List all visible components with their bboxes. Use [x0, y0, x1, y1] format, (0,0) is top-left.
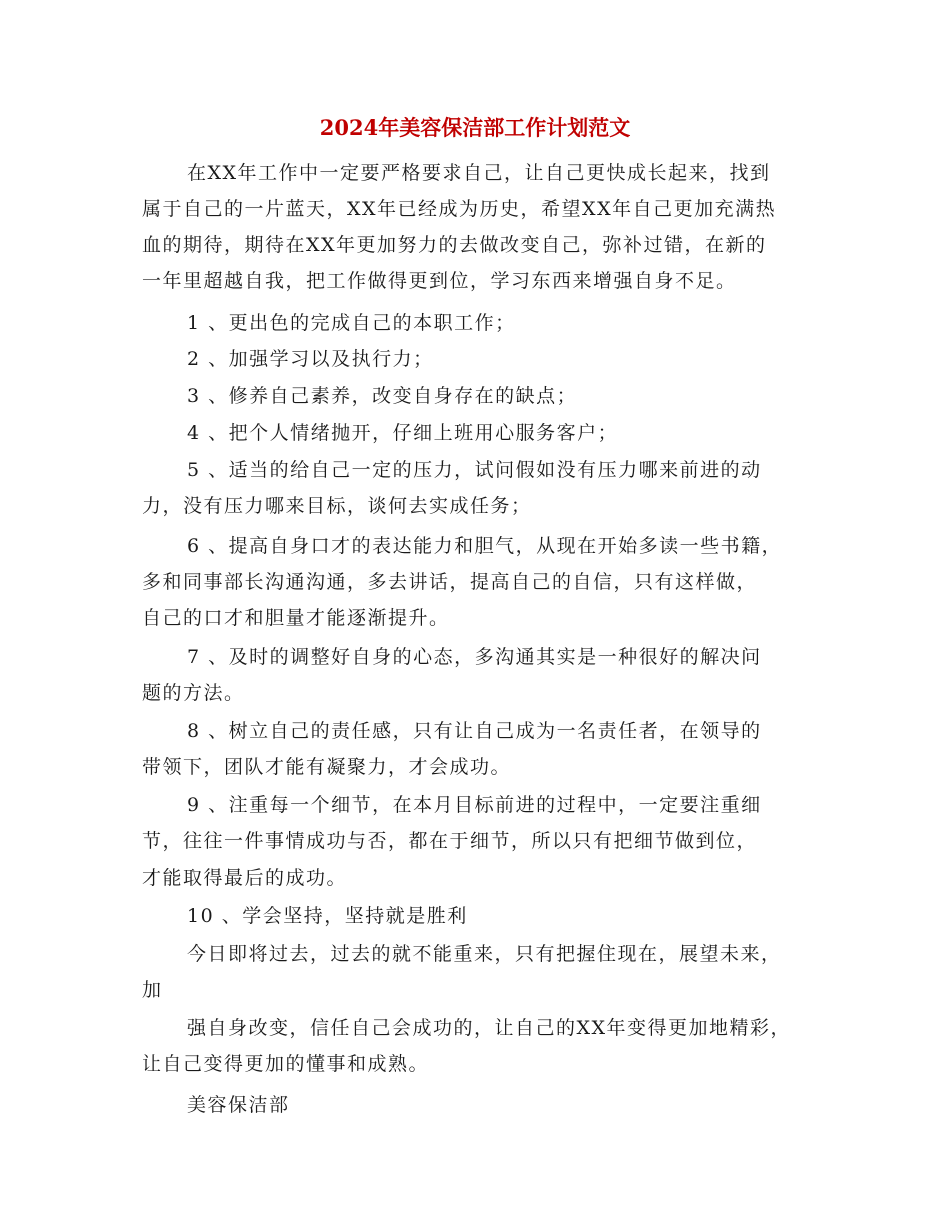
paragraph-line: 一年里超越自我，把工作做得更到位，学习东西来增强自身不足。 [142, 270, 737, 292]
list-item: 7 、及时的调整好自身的心态，多沟通其实是一种很好的解决问 [187, 646, 762, 668]
list-item: 8 、树立自己的责任感，只有让自己成为一名责任者，在领导的 [187, 720, 762, 742]
list-item: 5 、适当的给自己一定的压力，试问假如没有压力哪来前进的动 [187, 459, 762, 481]
list-item-continuation: 多和同事部长沟通沟通，多去讲话，提高自己的自信，只有这样做， [142, 571, 758, 593]
paragraph-line: 强自身改变，信任自己会成功的，让自己的XX年变得更加地精彩， [187, 1017, 792, 1039]
list-item: 3 、修养自己素养，改变自身存在的缺点； [187, 385, 578, 407]
document-title: 2024年美容保洁部工作计划范文 [319, 115, 631, 140]
paragraph-line: 在XX年工作中一定要严格要求自己，让自己更快成长起来，找到 [187, 162, 771, 184]
paragraph-line: 加 [142, 979, 163, 1001]
list-item: 2 、加强学习以及执行力； [187, 348, 434, 370]
list-item-continuation: 自己的口才和胆量才能逐渐提升。 [142, 607, 450, 629]
list-item-continuation: 题的方法。 [142, 682, 245, 704]
list-item-continuation: 才能取得最后的成功。 [142, 867, 348, 889]
list-item-continuation: 力，没有压力哪来目标，谈何去实成任务； [142, 495, 532, 517]
list-item: 1 、更出色的完成自己的本职工作； [187, 312, 516, 334]
list-item-continuation: 节，往往一件事情成功与否，都在于细节，所以只有把细节做到位， [142, 830, 758, 852]
list-item: 9 、注重每一个细节，在本月目标前进的过程中，一定要注重细 [187, 794, 762, 816]
list-item-continuation: 带领下，团队才能有凝聚力，才会成功。 [142, 756, 512, 778]
paragraph-line: 血的期待，期待在XX年更加努力的去做改变自己，弥补过错，在新的 [142, 234, 767, 256]
signature-department: 美容保洁部 [187, 1094, 290, 1116]
paragraph-line: 今日即将过去，过去的就不能重来，只有把握住现在，展望未来， [187, 943, 782, 965]
list-item: 6 、提高自身口才的表达能力和胆气，从现在开始多读一些书籍， [187, 535, 783, 557]
list-item: 4 、把个人情绪抛开，仔细上班用心服务客户； [187, 422, 619, 444]
paragraph-line: 让自己变得更加的懂事和成熟。 [142, 1053, 430, 1075]
paragraph-line: 属于自己的一片蓝天，XX年已经成为历史，希望XX年自己更加充满热 [142, 198, 777, 220]
list-item: 10 、学会坚持，坚持就是胜利 [187, 905, 468, 927]
